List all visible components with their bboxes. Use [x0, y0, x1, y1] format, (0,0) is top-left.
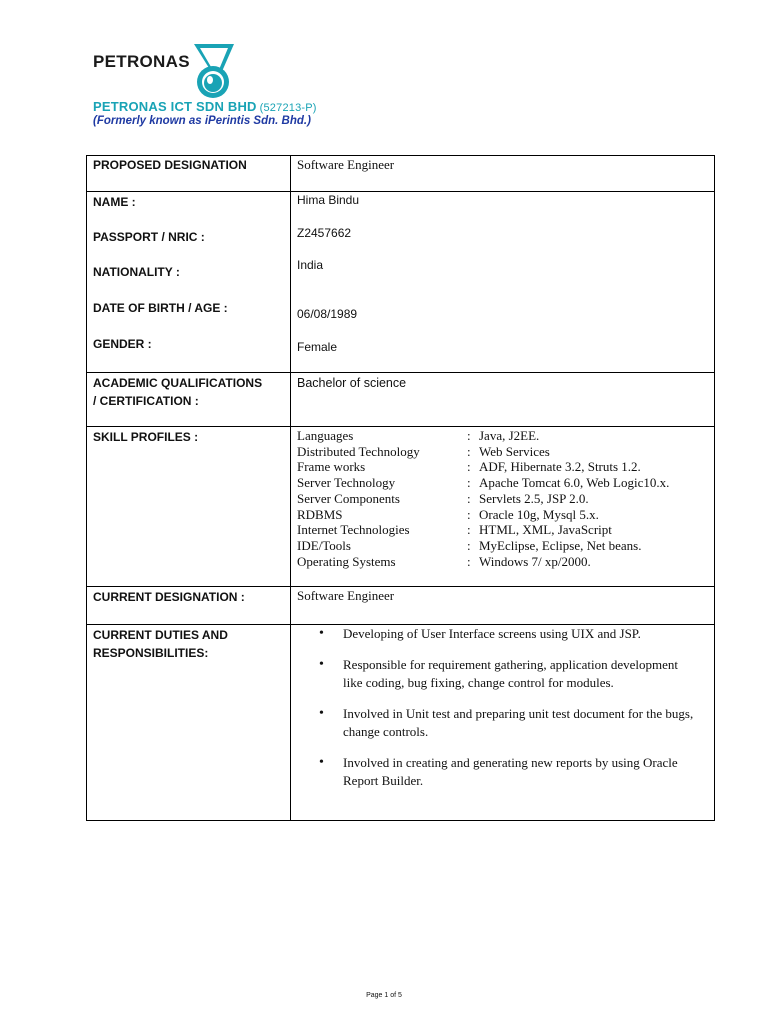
- row-proposed-designation: [87, 156, 715, 192]
- page-number: Page 1 of 5: [366, 992, 402, 999]
- label-name: NAME :: [93, 195, 136, 209]
- company-registration: (527213-P): [259, 102, 317, 114]
- row-personal-details: [87, 192, 715, 373]
- label-academic-line2: / CERTIFICATION :: [93, 394, 199, 408]
- duties-list: [291, 625, 714, 790]
- skill-row-frame-works: Frame works : ADF, Hibernate 3.2, Struts 1.2.: [297, 459, 641, 475]
- petronas-drop-icon: [190, 42, 238, 100]
- label-current-designation: CURRENT DESIGNATION :: [93, 590, 245, 604]
- value-passport: Z2457662: [297, 226, 352, 240]
- row-current-duties: [87, 625, 715, 821]
- company-name-text: PETRONAS ICT SDN BHD: [93, 99, 257, 114]
- list-item: • Responsible for requirement gathering, application development like coding, bug fixing, change control for modules.: [343, 656, 714, 692]
- label-proposed-designation: PROPOSED DESIGNATION: [93, 158, 247, 172]
- label-dob: DATE OF BIRTH / AGE :: [93, 301, 228, 315]
- label-nationality: NATIONALITY :: [93, 265, 180, 279]
- value-gender: Female: [297, 340, 338, 354]
- value-academic: Bachelor of science: [297, 376, 407, 390]
- list-item: • Involved in creating and generating new reports by using Oracle Report Builder.: [343, 754, 714, 790]
- list-item: • Developing of User Interface screens using UIX and JSP.: [343, 625, 714, 643]
- formerly-known-as: (Formerly known as iPerintis Sdn. Bhd.): [93, 115, 311, 127]
- label-duties-line1: CURRENT DUTIES AND: [93, 628, 228, 642]
- skill-row-ide-tools: IDE/Tools : MyEclipse, Eclipse, Net beans.: [297, 537, 642, 553]
- value-nationality: India: [297, 258, 324, 272]
- label-duties-line2: RESPONSIBILITIES:: [93, 646, 209, 660]
- skill-row-languages: Languages : Java, J2EE.: [297, 428, 540, 443]
- value-proposed-designation: Software Engineer: [297, 157, 395, 172]
- label-passport: PASSPORT / NRIC :: [93, 230, 205, 244]
- value-name: Hima Bindu: [297, 193, 360, 207]
- label-skill-profiles: SKILL PROFILES :: [93, 430, 199, 444]
- skill-row-operating-systems: Operating Systems : Windows 7/ xp/2000.: [297, 553, 591, 569]
- row-skill-profiles: [87, 427, 715, 587]
- list-item: • Involved in Unit test and preparing unit test document for the bugs, change controls.: [343, 705, 714, 741]
- row-current-designation: [87, 587, 715, 625]
- logo-wordmark: PETRONAS: [93, 52, 190, 71]
- petronas-logo: [90, 42, 250, 102]
- company-name: [93, 99, 317, 114]
- cv-table: [86, 155, 715, 821]
- value-current-designation: Software Engineer: [297, 588, 395, 603]
- label-academic-line1: ACADEMIC QUALIFICATIONS: [93, 376, 263, 390]
- skill-row-server-components: Server Components : Servlets 2.5, JSP 2.0.: [297, 490, 589, 506]
- value-dob: 06/08/1989: [297, 307, 358, 321]
- row-academic: [87, 373, 715, 427]
- skill-row-rdbms: RDBMS : Oracle 10g, Mysql 5.x.: [297, 506, 599, 522]
- skill-row-internet-technologies: Internet Technologies : HTML, XML, JavaScript: [297, 522, 612, 538]
- skill-row-server-technology: Server Technology : Apache Tomcat 6.0, Web Logic10.x.: [297, 475, 670, 491]
- skill-row-distributed-technology: Distributed Technology : Web Services: [297, 443, 550, 459]
- label-gender: GENDER :: [93, 337, 152, 351]
